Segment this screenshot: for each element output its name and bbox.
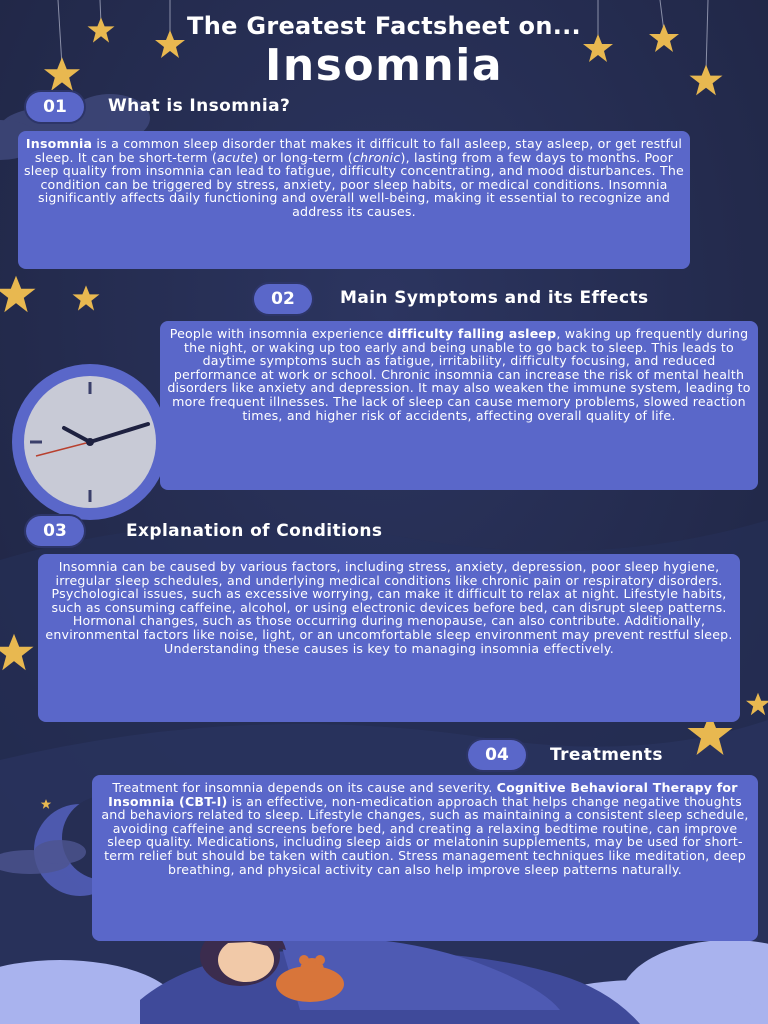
section-heading-explanation: Explanation of Conditions: [126, 521, 383, 541]
section-number-04: 04: [468, 740, 526, 770]
clock-icon: [12, 364, 168, 520]
section-text-treatments: Treatment for insomnia depends on its cause and severity. Cognitive Behavioral Therapy for Insomnia (CBT-I) is an effective, non-medication approach that helps change negative thoughts and behaviors related to sleep. Lifestyle changes, such as maintaining a consistent sleep schedule, avoiding caffeine and screens before bed, and creating a relaxing bedtime routine, can improve sleep quality. Medications, including sleep aids or melatonin supplements, may be used for short-term relief but should be taken with caution. Stress management techniques like meditation, deep breathing, and physical activity can also help improve sleep patterns naturally.: [92, 775, 758, 941]
section-heading-what-is-insomnia: What is Insomnia?: [108, 96, 291, 116]
section-text-main-symptoms: People with insomnia experience difficulty falling asleep, waking up frequently during the night, or waking up too early and being unable to go back to sleep. This leads to daytime symptoms such as fatigue, irritability, difficulty focusing, and reduced performance at work or school. Chronic insomnia can increase the risk of mental health disorders like anxiety and depression. It may also weaken the immune system, leading to more frequent illnesses. The lack of sleep can cause memory problems, slowed reaction times, and higher risk of accidents, affecting overall quality of life.: [160, 321, 758, 490]
section-text-what-is-insomnia: Insomnia is a common sleep disorder that makes it difficult to fall asleep, stay asleep, or get restful sleep. It can be short-term (acute) or long-term (chronic), lasting from a few days to months. Poor sleep quality from insomnia can lead to fatigue, difficulty concentrating, and mood disturbances. The condition can be triggered by stress, anxiety, poor sleep habits, or medical conditions. Insomnia significantly affects daily functioning and overall well-being, making it essential to recognize and address its causes.: [18, 131, 690, 269]
section-heading-main-symptoms: Main Symptoms and its Effects: [340, 288, 649, 308]
section-number-01: 01: [26, 92, 84, 122]
page-title: Insomnia: [264, 40, 504, 91]
section-number-02: 02: [254, 284, 312, 314]
section-heading-treatments: Treatments: [550, 745, 663, 765]
page-subtitle: The Greatest Factsheet on...: [187, 12, 581, 40]
section-text-explanation: Insomnia can be caused by various factors, including stress, anxiety, depression, poor sleep hygiene, irregular sleep schedules, and underlying medical conditions like chronic pain or respiratory disorders. Psychological issues, such as excessive worrying, can make it difficult to relax at night. Lifestyle habits, such as consuming caffeine, alcohol, or using electronic devices before bed, can disrupt sleep patterns. Hormonal changes, such as those occurring during menopause, can also contribute. Additionally, environmental factors like noise, light, or an uncomfortable sleep environment may prevent restful sleep. Understanding these causes is key to managing insomnia effectively.: [38, 554, 740, 722]
section-number-03: 03: [26, 516, 84, 546]
